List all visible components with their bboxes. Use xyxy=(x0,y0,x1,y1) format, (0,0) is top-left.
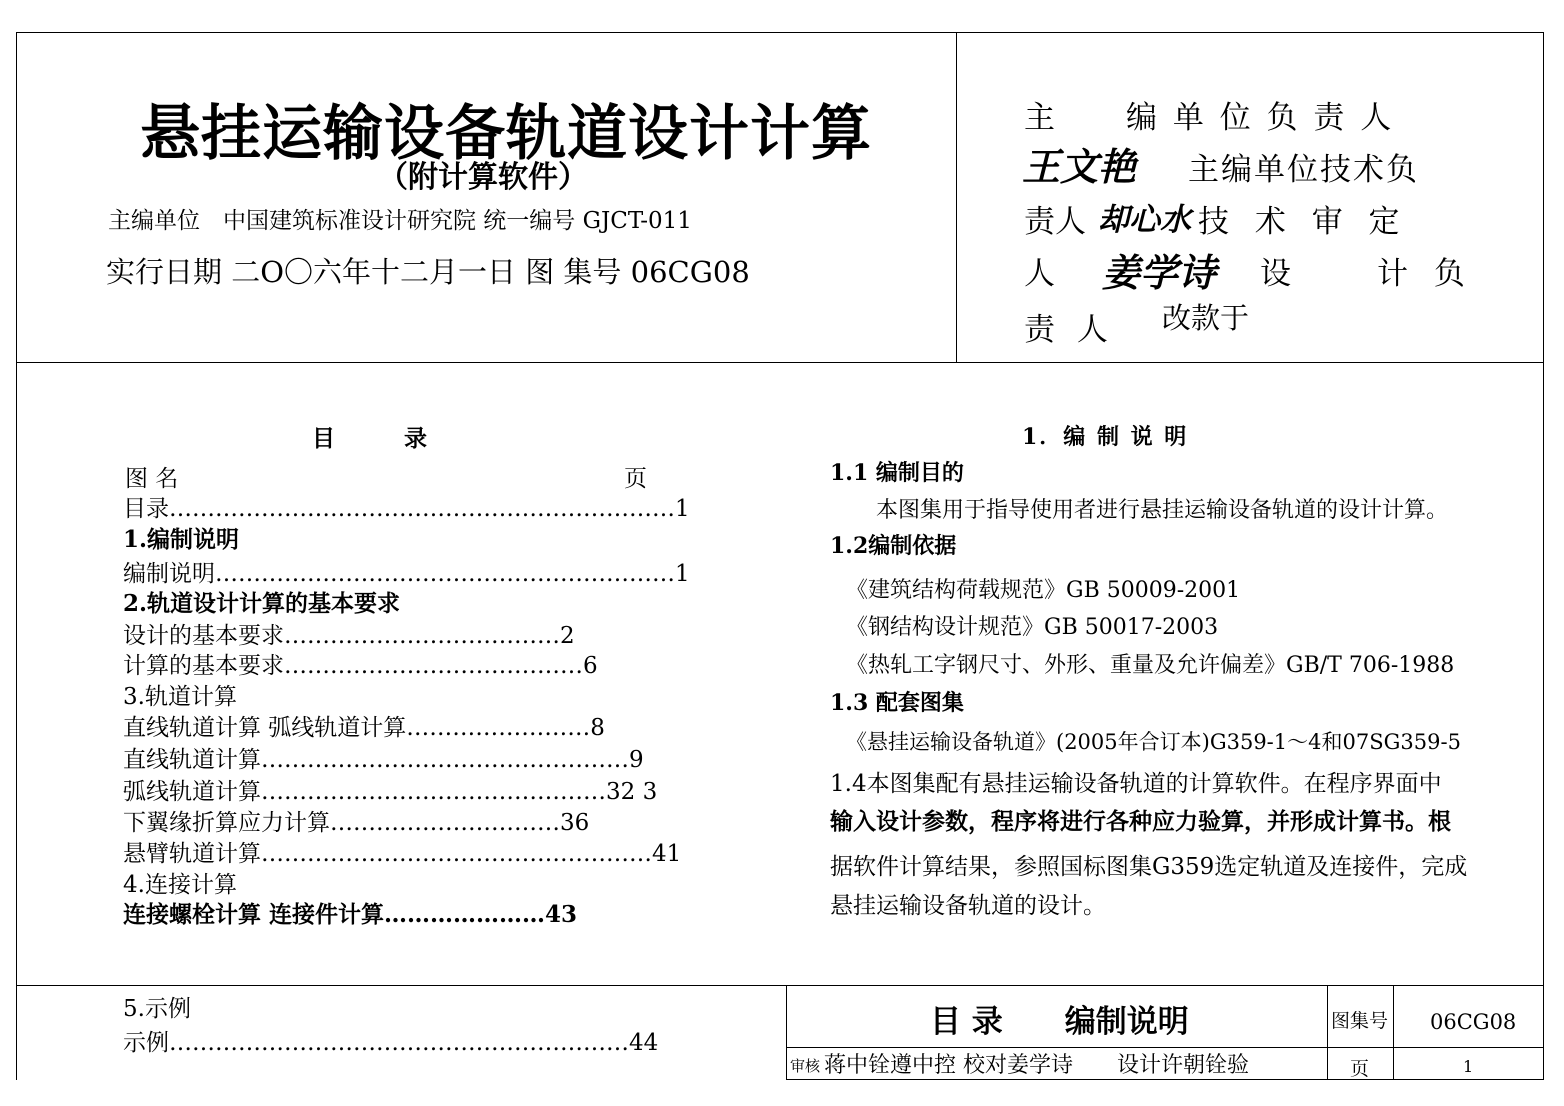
toc-item: 设计的基本要求………………………………2 xyxy=(123,623,575,649)
signature-3: 姜学诗 xyxy=(1102,250,1217,295)
tb-review-text: 蒋中铨遵中控 校对姜学诗 设计许朝铨验 xyxy=(824,1053,1249,1078)
toc-heading: 目 录 xyxy=(312,425,427,452)
signature-1: 王文艳 xyxy=(1022,144,1137,189)
toc-item: 直线轨道计算…………………………………………9 xyxy=(123,747,644,773)
sig-row-3a: 责人 xyxy=(1024,204,1086,240)
toc-item: 悬臂轨道计算……………………………………………41 xyxy=(123,841,682,867)
notes-heading: 1．编 制 说 明 xyxy=(1022,424,1189,450)
notes-ref-3: 《热轧工字钢尺寸、外形、重量及允许偏差》GB/T 706-1988 xyxy=(846,653,1455,678)
page-title: 悬挂运输设备轨道设计计算 xyxy=(140,99,872,169)
toc-item: 计算的基本要求…………………………………6 xyxy=(123,653,598,679)
header-divider xyxy=(16,362,1544,363)
notes-ref-1: 《建筑结构荷载规范》GB 50009-2001 xyxy=(846,578,1241,603)
header-vertical xyxy=(956,32,957,363)
tb-left xyxy=(786,986,787,1080)
toc-item: 编制说明……………………………………………………1 xyxy=(123,561,690,587)
toc-item: 目录…………………………………………………………1 xyxy=(123,496,690,522)
notes-s4-line-1: 1.4本图集配有悬挂运输设备轨道的计算软件。在程序界面中 xyxy=(830,771,1442,797)
sig-row-2: 主编单位技术负 xyxy=(1188,152,1419,188)
toc-item: 下翼缘折算应力计算…………………………36 xyxy=(123,810,590,836)
page-subtitle: （附计算软件） xyxy=(378,160,588,195)
notes-s2-title: 1.2编制依据 xyxy=(830,533,957,559)
notes-s3-text: 《悬挂运输设备轨道》(2005年合订本)G359-1～4和07SG359-5 xyxy=(846,730,1461,754)
org-line: 主编单位 中国建筑标准设计研究院 统一编号 GJCT-011 xyxy=(108,208,692,234)
toc-item: 2.轨道设计计算的基本要求 xyxy=(123,590,401,617)
notes-s4-line-4: 悬挂运输设备轨道的设计。 xyxy=(830,893,1106,919)
frame-right xyxy=(1543,32,1544,1080)
sig-row-4b: 设 计 负 xyxy=(1260,256,1473,292)
frame-top xyxy=(16,32,1544,33)
tb-atlas-label: 图集号 xyxy=(1331,1010,1389,1032)
notes-ref-2: 《钢结构设计规范》GB 50017-2003 xyxy=(846,615,1219,640)
notes-s1-text: 本图集用于指导使用者进行悬挂运输设备轨道的设计计算。 xyxy=(876,498,1449,523)
sig-row-5b: 改款于 xyxy=(1162,301,1250,335)
toc-item: 1.编制说明 xyxy=(123,526,240,553)
notes-s1-title: 1.1 编制目的 xyxy=(830,460,964,486)
toc-item: 连接螺栓计算 连接件计算…………………43 xyxy=(123,901,578,928)
tb-page-value: 1 xyxy=(1463,1057,1474,1076)
bottom-divider xyxy=(16,985,1544,986)
tb-bottom xyxy=(786,1079,1544,1080)
tb-title: 目 录 编制说明 xyxy=(930,1004,1189,1040)
toc-item: 直线轨道计算 弧线轨道计算……………………8 xyxy=(123,715,605,741)
tb-v2 xyxy=(1393,986,1394,1080)
toc-col-page: 页 xyxy=(624,466,647,492)
toc-item: 3.轨道计算 xyxy=(123,684,237,710)
tb-v1 xyxy=(1327,986,1328,1080)
sig-row-1: 主 编 单 位 负 责 人 xyxy=(1024,100,1395,136)
toc-item: 5.示例 xyxy=(123,996,191,1022)
tb-review-label: 审核 xyxy=(790,1057,821,1075)
toc-col-name: 图 名 xyxy=(125,466,179,492)
toc-item: 弧线轨道计算………………………………………32 3 xyxy=(123,779,658,805)
notes-s4-line-2: 输入设计参数，程序将进行各种应力验算，并形成计算书。根 xyxy=(830,808,1451,835)
notes-s3-title: 1.3 配套图集 xyxy=(830,690,964,716)
sig-row-3b: 技 术 审 定 xyxy=(1198,204,1408,240)
frame-left xyxy=(16,32,17,1080)
sig-row-5a: 责 人 xyxy=(1024,312,1114,348)
date-line: 实行日期 二O〇六年十二月一日 图 集号 06CG08 xyxy=(106,255,750,289)
toc-item: 4.连接计算 xyxy=(123,872,237,898)
tb-page-label: 页 xyxy=(1350,1058,1370,1080)
tb-atlas-value: 06CG08 xyxy=(1430,1010,1517,1034)
signature-2: 却心水 xyxy=(1098,202,1191,238)
notes-s4-line-3: 据软件计算结果，参照国标图集G359选定轨道及连接件，完成 xyxy=(830,854,1468,880)
sig-row-4a: 人 xyxy=(1024,256,1055,292)
toc-item: 示例……………………………………………………44 xyxy=(123,1030,659,1056)
